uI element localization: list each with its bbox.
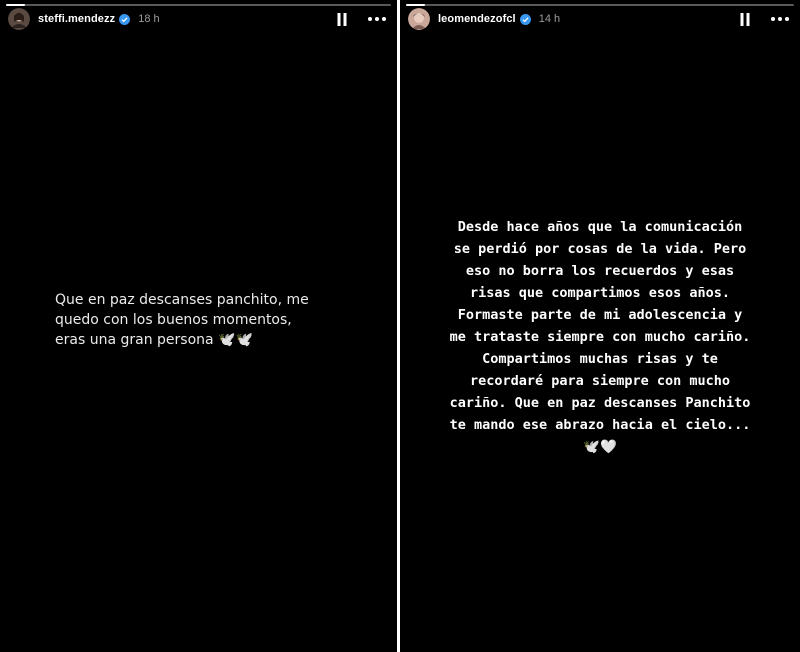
avatar[interactable] <box>8 8 30 30</box>
story-progress-bar <box>406 4 794 6</box>
story-caption: Que en paz descanses panchito, me quedo con los buenos momentos, eras una gran persona 🕊️🕊️ <box>55 292 309 348</box>
post-time: 14 h <box>538 13 561 25</box>
username[interactable]: steffi.mendezz <box>38 13 116 25</box>
more-options-icon[interactable] <box>770 12 790 26</box>
story-caption: Desde hace años que la comunicación se perdió por cosas de la vida. Pero eso no borra los recuerdos y esas risas que compartimos esos años. Formaste parte de mi adolescencia y me trataste siempre con mucho cariño. Compartimos muchas risas y te recordaré para siempre con mucho cariño. Que en paz descanses Panchito te mando ese abrazo hacia el cielo... 🕊️🤍 <box>449 219 751 455</box>
story-progress-bar <box>6 4 391 6</box>
story-header <box>8 8 387 30</box>
story-right[interactable] <box>400 0 800 652</box>
verified-badge-icon <box>520 14 531 25</box>
story-progress-fill <box>6 4 25 6</box>
username[interactable]: leomendezofcl <box>438 13 516 25</box>
story-progress-fill <box>406 4 425 6</box>
story-left[interactable] <box>0 0 397 652</box>
verified-badge-icon <box>119 14 130 25</box>
more-options-icon[interactable] <box>367 12 387 26</box>
story-header <box>408 8 790 30</box>
avatar[interactable] <box>408 8 430 30</box>
pause-icon[interactable] <box>335 12 349 26</box>
post-time: 18 h <box>138 13 160 25</box>
pause-icon[interactable] <box>738 12 752 26</box>
